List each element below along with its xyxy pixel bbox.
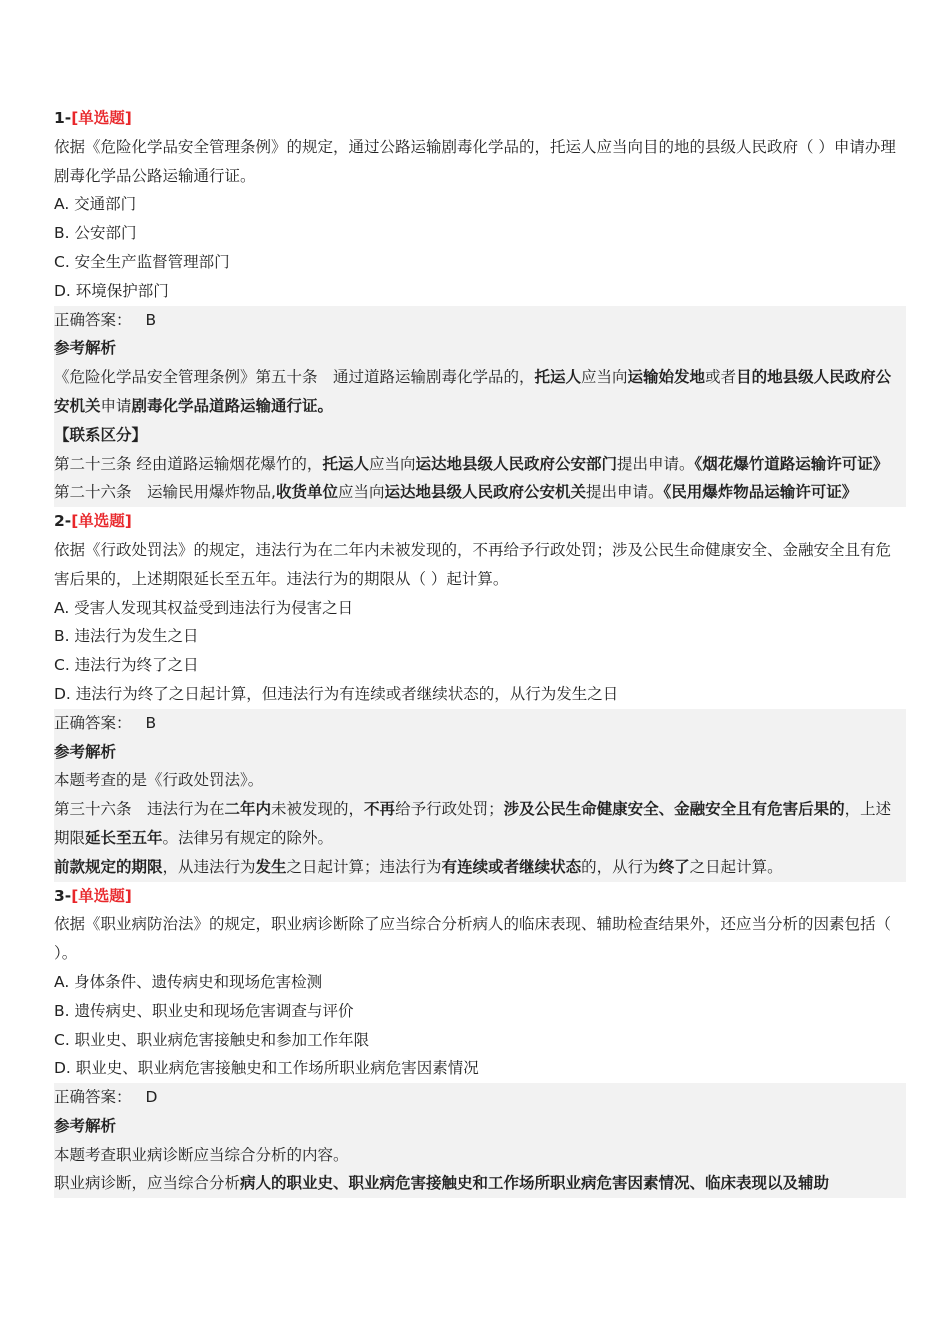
analysis-text: 的，从行为 (581, 857, 659, 876)
analysis-paragraph (54, 853, 906, 882)
answer-option[interactable]: A. 交通部门 (54, 195, 137, 214)
analysis-text: 之日起计算。 (689, 857, 783, 876)
correct-answer-label: 正确答案： (54, 310, 132, 329)
analysis-title: 参考解析 (54, 334, 906, 363)
analysis-bold-text: 涉及公民生命健康安全、金融安全且有危害后果的 (503, 800, 845, 819)
correct-answer-value: B (145, 713, 157, 732)
analysis-bold-text: 《民用爆炸物品运输许可证》 (663, 483, 858, 502)
analysis-bold-text: 不再 (364, 800, 396, 819)
analysis-title: 参考解析 (54, 1112, 906, 1141)
analysis-text: 申请 (100, 396, 132, 415)
correct-answer-label: 正确答案： (54, 1088, 132, 1107)
analysis-bold-text: 二年内 (224, 800, 272, 819)
analysis-paragraph (54, 421, 906, 450)
analysis-text: 给予行政处罚； (395, 800, 504, 819)
correct-answer-row (54, 709, 906, 738)
question-number: 2- (54, 512, 72, 531)
answer-option[interactable]: A. 受害人发现其权益受到违法行为侵害之日 (54, 598, 354, 617)
correct-answer-row (54, 306, 906, 335)
analysis-text: 第二十六条 运输民用爆炸物品, (54, 483, 276, 502)
answer-option[interactable]: D. 违法行为终了之日起计算，但违法行为有连续或者继续状态的，从行为发生之日 (54, 684, 619, 703)
answer-option[interactable]: D. 职业史、职业病危害接触史和工作场所职业病危害因素情况 (54, 1059, 479, 1078)
analysis-bold-text: 《烟花爆竹道路运输许可证》 (694, 454, 889, 473)
analysis-text: 应当向 (368, 454, 416, 473)
analysis-text: 本题考查的是《行政处罚法》。 (54, 771, 264, 790)
analysis-text: ，上述期限 (54, 800, 892, 847)
question-header (54, 882, 906, 911)
answer-option[interactable]: C. 职业史、职业病危害接触史和参加工作年限 (54, 1030, 370, 1049)
question-stem: 依据《行政处罚法》的规定，违法行为在二年内未被发现的，不再给予行政处罚；涉及公民生命健康安全、金融安全且有危害后果的，上述期限延长至五年。违法行为的期限从（ ）起计算。 (54, 540, 892, 588)
question-block (54, 104, 906, 507)
analysis-bold-text: 运输始发地 (627, 368, 706, 387)
analysis-paragraph (54, 1141, 906, 1170)
analysis-paragraph (54, 766, 906, 795)
answer-option[interactable]: B. 公安部门 (54, 224, 137, 243)
correct-answer-row (54, 1083, 906, 1112)
correct-answer-value: D (145, 1088, 158, 1107)
question-list (54, 104, 906, 1198)
analysis-bold-text: 托运人 (322, 454, 369, 473)
analysis-text: 职业病诊断，应当综合分析 (54, 1174, 241, 1193)
analysis-title: 参考解析 (54, 738, 906, 767)
analysis-paragraph (54, 795, 906, 853)
answer-option[interactable]: C. 违法行为终了之日 (54, 656, 199, 675)
analysis-bold-text: 延长至五年 (85, 828, 163, 847)
answer-option[interactable]: C. 安全生产监督管理部门 (54, 252, 230, 271)
question-header (54, 104, 906, 133)
analysis-bold-text: 有连续或者继续状态 (441, 857, 582, 876)
question-type-badge: [单选题] (71, 512, 132, 531)
analysis-text: 本题考查职业病诊断应当综合分析的内容。 (54, 1145, 349, 1164)
answer-option[interactable]: B. 遗传病史、职业史和现场危害调查与评价 (54, 1001, 354, 1020)
analysis-bold-text: 【联系区分】 (54, 425, 148, 444)
analysis-text: 第三十六条 违法行为在 (54, 800, 225, 819)
analysis-paragraph (54, 478, 906, 507)
analysis-bold-text: 托运人 (534, 368, 582, 387)
analysis-text: 未被发现的， (271, 800, 365, 819)
answer-option[interactable]: A. 身体条件、遗传病史和现场危害检测 (54, 972, 323, 991)
analysis-text: 提出申请。 (616, 454, 695, 473)
analysis-bold-text: 运达地县级人民政府公安机关 (384, 483, 586, 502)
analysis-paragraph (54, 1169, 906, 1198)
question-type-badge: [单选题] (71, 109, 132, 127)
answer-option[interactable]: B. 违法行为发生之日 (54, 627, 199, 646)
analysis-paragraph (54, 363, 906, 421)
question-number: 3- (54, 886, 72, 905)
analysis-bold-text: 运达地县级人民政府公安部门 (415, 454, 617, 473)
analysis-text: 或者 (705, 368, 737, 387)
analysis-bold-text: 终了 (658, 857, 690, 876)
analysis-bold-text: 病人的职业史、职业病危害接触史和工作场所职业病危害因素情况、临床表现以及辅助 (240, 1174, 830, 1193)
analysis-bold-text: 目的地县级人民政府公安机关 (54, 368, 892, 415)
correct-answer-label: 正确答案： (54, 713, 132, 732)
analysis-text: 第二十三条 经由道路运输烟花爆竹的， (54, 454, 323, 473)
question-number: 1- (54, 109, 72, 127)
analysis-bold-text: 发生 (255, 857, 287, 876)
analysis-paragraph (54, 450, 906, 479)
question-stem: 依据《职业病防治法》的规定，职业病诊断除了应当综合分析病人的临床表现、辅助检查结果外，还应当分析的因素包括（ ）。 (54, 915, 892, 963)
analysis-bold-text: 剧毒化学品道路运输通行证。 (131, 396, 334, 415)
question-header (54, 507, 906, 536)
analysis-text: 应当向 (581, 368, 628, 387)
question-stem: 依据《危险化学品安全管理条例》的规定，通过公路运输剧毒化学品的，托运人应当向目的地的县级人民政府（ ）申请办理剧毒化学品公路运输通行证。 (54, 137, 896, 185)
answer-option[interactable]: D. 环境保护部门 (54, 281, 169, 300)
correct-answer-value: B (145, 310, 157, 329)
analysis-bold-text: 前款规定的期限 (54, 857, 163, 876)
analysis-text: 之日起计算；违法行为 (286, 857, 442, 876)
analysis-text: 提出申请。 (585, 483, 664, 502)
question-block (54, 507, 906, 881)
question-block (54, 882, 906, 1199)
question-type-badge: [单选题] (71, 886, 132, 905)
analysis-text: 。法律另有规定的除外。 (162, 828, 334, 847)
analysis-bold-text: 收货单位 (275, 483, 338, 502)
analysis-text: ，从违法行为 (162, 857, 256, 876)
analysis-text: 《危险化学品安全管理条例》第五十条 通过道路运输剧毒化学品的， (54, 368, 535, 387)
analysis-text: 应当向 (337, 483, 385, 502)
